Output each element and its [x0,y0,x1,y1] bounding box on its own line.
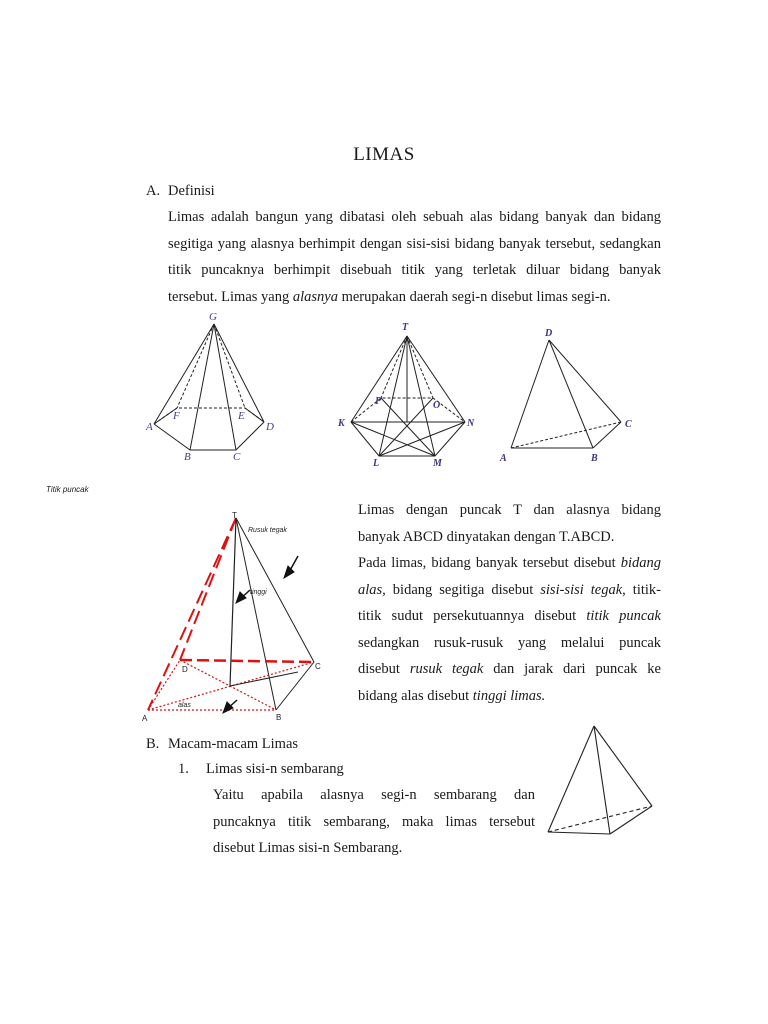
vertex-b-main-label: B [276,713,282,722]
labeled-pyramid-figure [138,506,338,726]
vertex-c-tri-label: C [625,419,632,430]
definition-line-4: tersebut. Limas yang alasnya merupakan daerah segi-n disebut limas segi-n. [168,288,611,305]
vertex-d-label: D [266,421,274,433]
section-a-marker: A. [146,183,161,199]
vertex-m-label: M [433,458,442,468]
item-1-line-3: disebut Limas sisi-n Sembarang. [213,840,403,856]
vertex-a-label: A [146,421,153,433]
terms-line-8: bidang alas disebut tinggi limas. [358,687,546,704]
vertex-e-label: E [238,410,245,422]
terms-line-4: alas, bidang segitiga disebut sisi-sisi tegak, titik- [358,581,661,598]
definition-paragraph [168,204,661,310]
section-b-heading: Macam-macam Limas [168,736,299,752]
vertex-a-main-label: A [142,714,148,723]
definition-line-3: titik puncaknya berhimpit disebuah titik yang terletak diluar bidang banyak [168,262,661,278]
vertex-l-label: L [373,458,380,468]
triangular-pyramid-figure [497,322,647,467]
terms-line-2: banyak ABCD dinyatakan dengan T.ABCD. [358,528,615,545]
vertex-d-main-label: D [182,665,188,674]
pyramid-terms-paragraph [358,497,661,709]
item-1-marker: 1. [178,761,189,777]
terms-line-6: sedangkan rusuk-rusuk yang melalui puncak [358,634,661,651]
vertex-t-main-label: T [232,511,237,520]
vertex-p-label: P [375,396,382,407]
vertex-c-label: C [233,451,241,463]
rusuk-tegak-label: Rusuk tegak [248,527,287,534]
item-1-paragraph [213,782,535,862]
terms-line-5: titik sudut persekutuannya disebut titik puncak [358,608,661,624]
vertex-o-label: O [433,400,441,411]
terms-line-3: Pada limas, bidang banyak tersebut disebut bidang [358,555,661,571]
vertex-c-main-label: C [315,662,321,671]
item-1-line-2: puncaknya titik sembarang, maka limas tersebut [213,813,535,830]
vertex-g-label: G [209,311,217,323]
item-1-heading: Limas sisi-n sembarang [206,761,344,777]
terms-line-7: disebut rusuk tegak dan jarak dari puncak ke [358,661,661,677]
terms-line-1: Limas dengan puncak T dan alasnya bidang [358,502,661,518]
vertex-b-tri-label: B [591,453,598,464]
vertex-a-tri-label: A [500,453,507,464]
definition-line-2: segitiga yang alasnya berhimpit dengan sisi-sisi bidang banyak tersebut, sedangkan [168,235,661,252]
section-b-marker: B. [146,736,160,752]
hexagonal-pyramid-t-figure [335,318,485,468]
vertex-t-label: T [402,322,409,333]
page-title: LIMAS [353,144,415,165]
definition-line-1: Limas adalah bangun yang dibatasi oleh sebuah alas bidang banyak dan bidang [168,209,661,225]
alas-label: alas [178,702,191,709]
tinggi-label: tinggi [250,589,267,596]
vertex-b-label: B [184,451,191,463]
hexagonal-pyramid-g-figure [140,308,290,468]
vertex-d-apex-label: D [545,328,553,339]
vertex-f-label: F [173,410,180,422]
arbitrary-pyramid-figure [540,720,664,844]
item-1-line-1: Yaitu apabila alasnya segi-n sembarang dan [213,787,535,803]
section-a-heading: Definisi [168,183,215,199]
vertex-k-label: K [338,418,345,429]
titik-puncak-label: Titik puncak [46,485,89,494]
vertex-n-label: N [467,418,475,429]
